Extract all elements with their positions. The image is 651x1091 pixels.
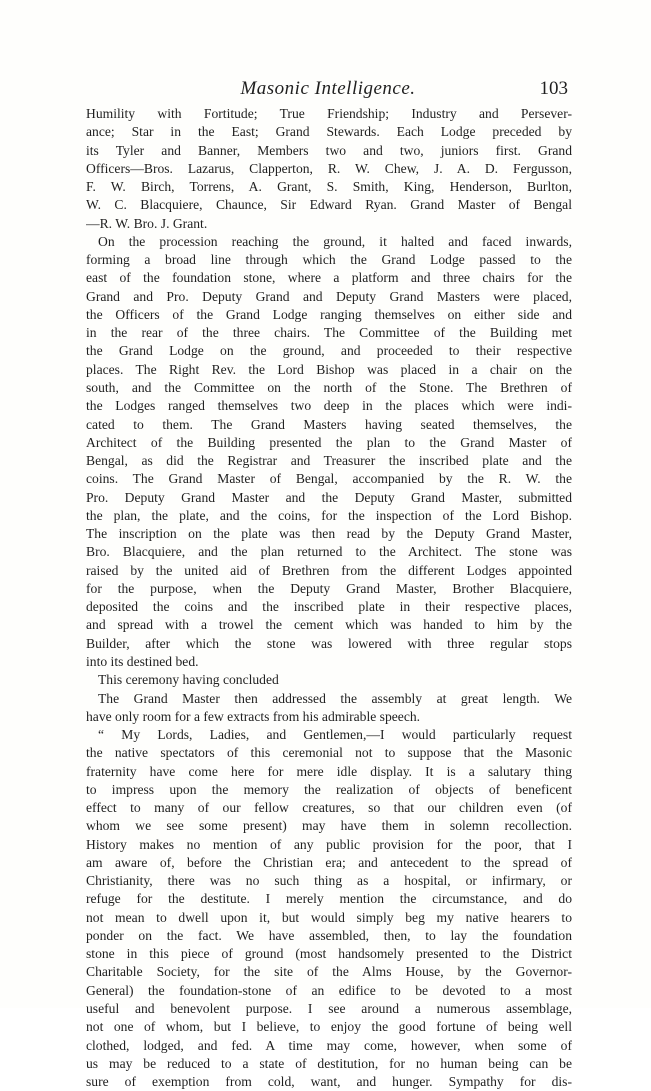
text-line: am aware of, before the Christian era; and antecedent to the spread of (86, 854, 572, 870)
text-line: whom we see some present) may have them in solemn recollection. (86, 818, 572, 834)
text-line: the native spectators of this ceremonial not to suppose that the Masonic (86, 745, 572, 761)
text-line: The Grand Master then addressed the assembly at great length. We (98, 690, 572, 706)
text-line: south, and the Committee on the north of the Stone. The Brethren of (86, 379, 572, 395)
text-line: Bengal, as did the Registrar and Treasurer the inscribed plate and the (86, 453, 572, 469)
text-line: ponder on the fact. We have assembled, then, to lay the foundation (86, 927, 572, 943)
text-line: effect to many of our fellow creatures, so that our children even (of (86, 800, 572, 816)
text-line: Officers—Bros. Lazarus, Clapperton, R. W. Chew, J. A. D. Fergusson, (86, 160, 572, 176)
page-number: 103 (539, 78, 568, 99)
text-line: and spread with a trowel the cement which was handed to him by the (86, 617, 572, 633)
text-line: deposited the coins and the inscribed plate in their respective places, (86, 599, 572, 615)
text-line: refuge for the destitute. I merely mention the circumstance, and do (86, 891, 572, 907)
text-line: not one of whom, but I believe, to enjoy the good fortune of being well (86, 1019, 572, 1035)
text-line: the Grand Lodge on the ground, and proceeded to their respective (86, 343, 572, 359)
text-line: places. The Right Rev. the Lord Bishop was placed in a chair on the (86, 361, 572, 377)
text-line: to impress upon the memory the realization of objects of beneficent (86, 781, 572, 797)
text-line: W. C. Blacquiere, Chaunce, Sir Edward Ryan. Grand Master of Bengal (86, 197, 572, 213)
text-line: The inscription on the plate was then read by the Deputy Grand Master, (86, 526, 572, 542)
text-line: into its destined bed. (86, 653, 199, 669)
text-line: Charitable Society, for the site of the Alms House, by the Governor- (86, 964, 572, 980)
text-line: Architect of the Building presented the plan to the Grand Master of (86, 434, 572, 450)
text-line: useful and benevolent purpose. I see around a numerous assemblage, (86, 1001, 572, 1017)
text-line: Pro. Deputy Grand Master and the Deputy Grand Master, submitted (86, 489, 572, 505)
text-line: the plan, the plate, and the coins, for the inspection of the Lord Bishop. (86, 507, 572, 523)
text-line: fraternity have come here for mere idle display. It is a salutary thing (86, 763, 572, 779)
text-line: its Tyler and Banner, Members two and two, juniors first. Grand (86, 142, 572, 158)
text-line: not mean to dwell upon it, but would simply beg my native hearers to (86, 909, 572, 925)
text-line: stone in this piece of ground (most handsomely presented to the District (86, 946, 572, 962)
text-line: forming a broad line through which the Grand Lodge passed to the (86, 252, 572, 268)
body-text (86, 105, 572, 1091)
text-line: the Officers of the Grand Lodge ranging themselves on either side and (86, 306, 572, 322)
text-line: sure of exemption from cold, want, and hunger. Sympathy for dis- (86, 1074, 572, 1090)
text-line: Christianity, there was no such thing as a hospital, or infirmary, or (86, 873, 572, 889)
text-line: cated to them. The Grand Masters having seated themselves, the (86, 416, 572, 432)
text-line: Grand and Pro. Deputy Grand and Deputy Grand Masters were placed, (86, 288, 572, 304)
text-line: east of the foundation stone, where a platform and three chairs for the (86, 270, 572, 286)
text-line: —R. W. Bro. J. Grant. (86, 215, 208, 231)
running-head-title: Masonic Intelligence. (240, 78, 416, 99)
running-head (88, 78, 568, 102)
text-line: History makes no mention of any public provision for the poor, that I (86, 836, 572, 852)
text-line: us may be reduced to a state of destitution, for no human being can be (86, 1055, 572, 1071)
text-line: Bro. Blacquiere, and the plan returned to the Architect. The stone was (86, 544, 572, 560)
text-line: have only room for a few extracts from his admirable speech. (86, 708, 421, 724)
text-line: General) the foundation-stone of an edifice to be devoted to a most (86, 982, 572, 998)
text-line: for the purpose, when the Deputy Grand Master, Brother Blacquiere, (86, 580, 572, 596)
text-line: Builder, after which the stone was lowered with three regular stops (86, 635, 572, 651)
text-line: coins. The Grand Master of Bengal, accompanied by the R. W. the (86, 471, 572, 487)
text-line: in the rear of the three chairs. The Committee of the Building met (86, 325, 572, 341)
text-line: F. W. Birch, Torrens, A. Grant, S. Smith, King, Henderson, Burlton, (86, 179, 572, 195)
text-line: ance; Star in the East; Grand Stewards. Each Lodge preceded by (86, 124, 572, 140)
text-line: “ My Lords, Ladies, and Gentlemen,—I would particularly request (98, 727, 572, 743)
text-line: Humility with Fortitude; True Friendship; Industry and Persever- (86, 106, 572, 121)
text-line: raised by the united aid of Brethren from the different Lodges appointed (86, 562, 572, 578)
text-line: On the procession reaching the ground, it halted and faced inwards, (98, 233, 572, 249)
text-line: the Lodges ranged themselves two deep in the places which were indi- (86, 398, 572, 414)
text-line: clothed, lodged, and fed. A time may come, however, when some of (86, 1037, 572, 1053)
text-line: This ceremony having concluded (98, 672, 279, 688)
